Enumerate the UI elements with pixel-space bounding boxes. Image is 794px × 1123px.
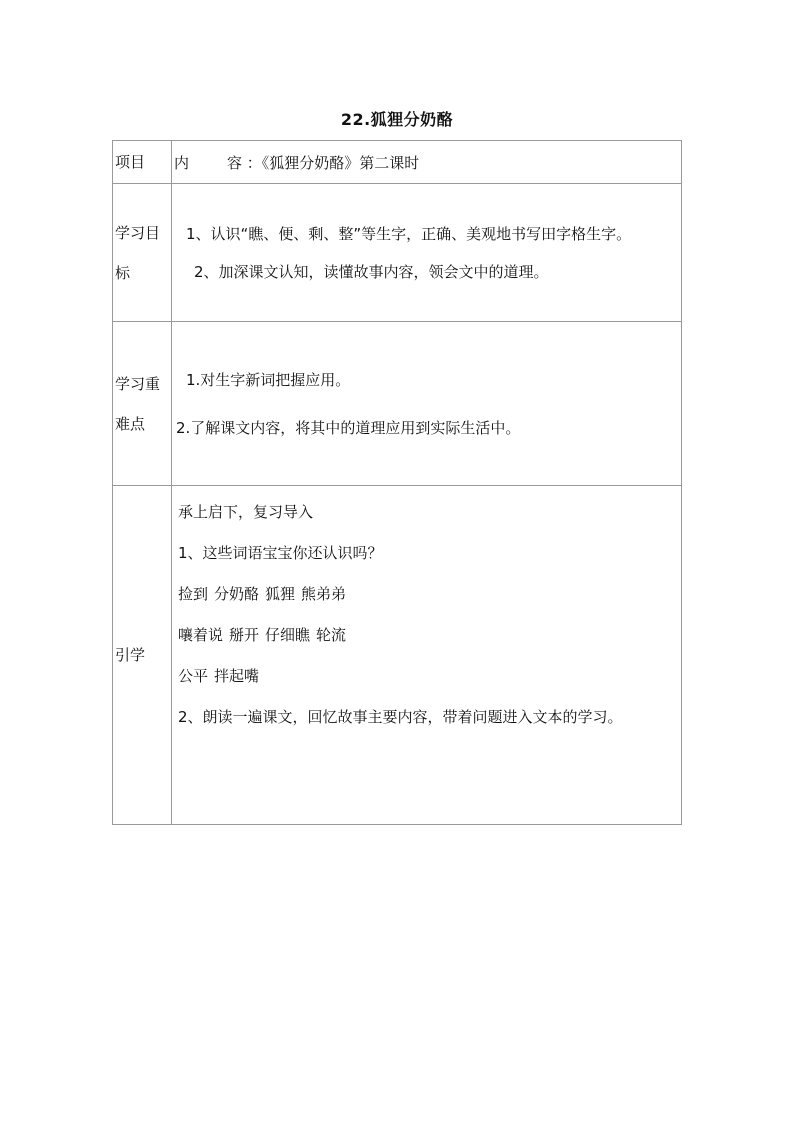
header-row (113, 141, 682, 184)
intro-label: 引学 (113, 486, 172, 825)
intro-question: 1、这些词语宝宝你还认识吗？ (178, 544, 383, 562)
goals-label: 学习目 标 (113, 184, 172, 322)
item-column-label: 项目 (113, 141, 172, 184)
key-points-row (113, 322, 682, 486)
word-row: 嚷着说 掰开 仔细瞧 轮流 (178, 626, 347, 644)
content-middle: 容 ： (227, 153, 262, 172)
goals-content (172, 184, 682, 322)
goal-item: 1、认识“瞧、便、剩、整”等生字，正确、美观地书写田字格生字。 (186, 224, 632, 243)
word-row: 捡到 分奶酪 狐狸 熊弟弟 (178, 585, 347, 603)
key-points-label: 学习重 难点 (113, 322, 172, 486)
content-text: 《狐狸分奶酪》第二课时 (261, 153, 420, 172)
document-title: 22.狐狸分奶酪 (340, 110, 454, 129)
goals-row (113, 184, 682, 322)
key-point-item: 1.对生字新词把握应用。 (186, 370, 351, 389)
lesson-content-header (172, 141, 682, 184)
key-point-item: 2.了解课文内容，将其中的道理应用到实际生活中。 (176, 418, 521, 437)
goal-item: 2、加深课文认知，读懂故事内容，领会文中的道理。 (194, 262, 549, 281)
intro-row (113, 486, 682, 825)
intro-heading: 承上启下，复习导入 (178, 503, 314, 521)
intro-content (172, 486, 682, 825)
key-points-content (172, 322, 682, 486)
content-prefix: 内 (174, 153, 190, 172)
lesson-plan-table (112, 140, 682, 825)
intro-task: 2、朗读一遍课文，回忆故事主要内容，带着问题进入文本的学习。 (178, 708, 623, 726)
word-row: 公平 拌起嘴 (178, 667, 260, 685)
